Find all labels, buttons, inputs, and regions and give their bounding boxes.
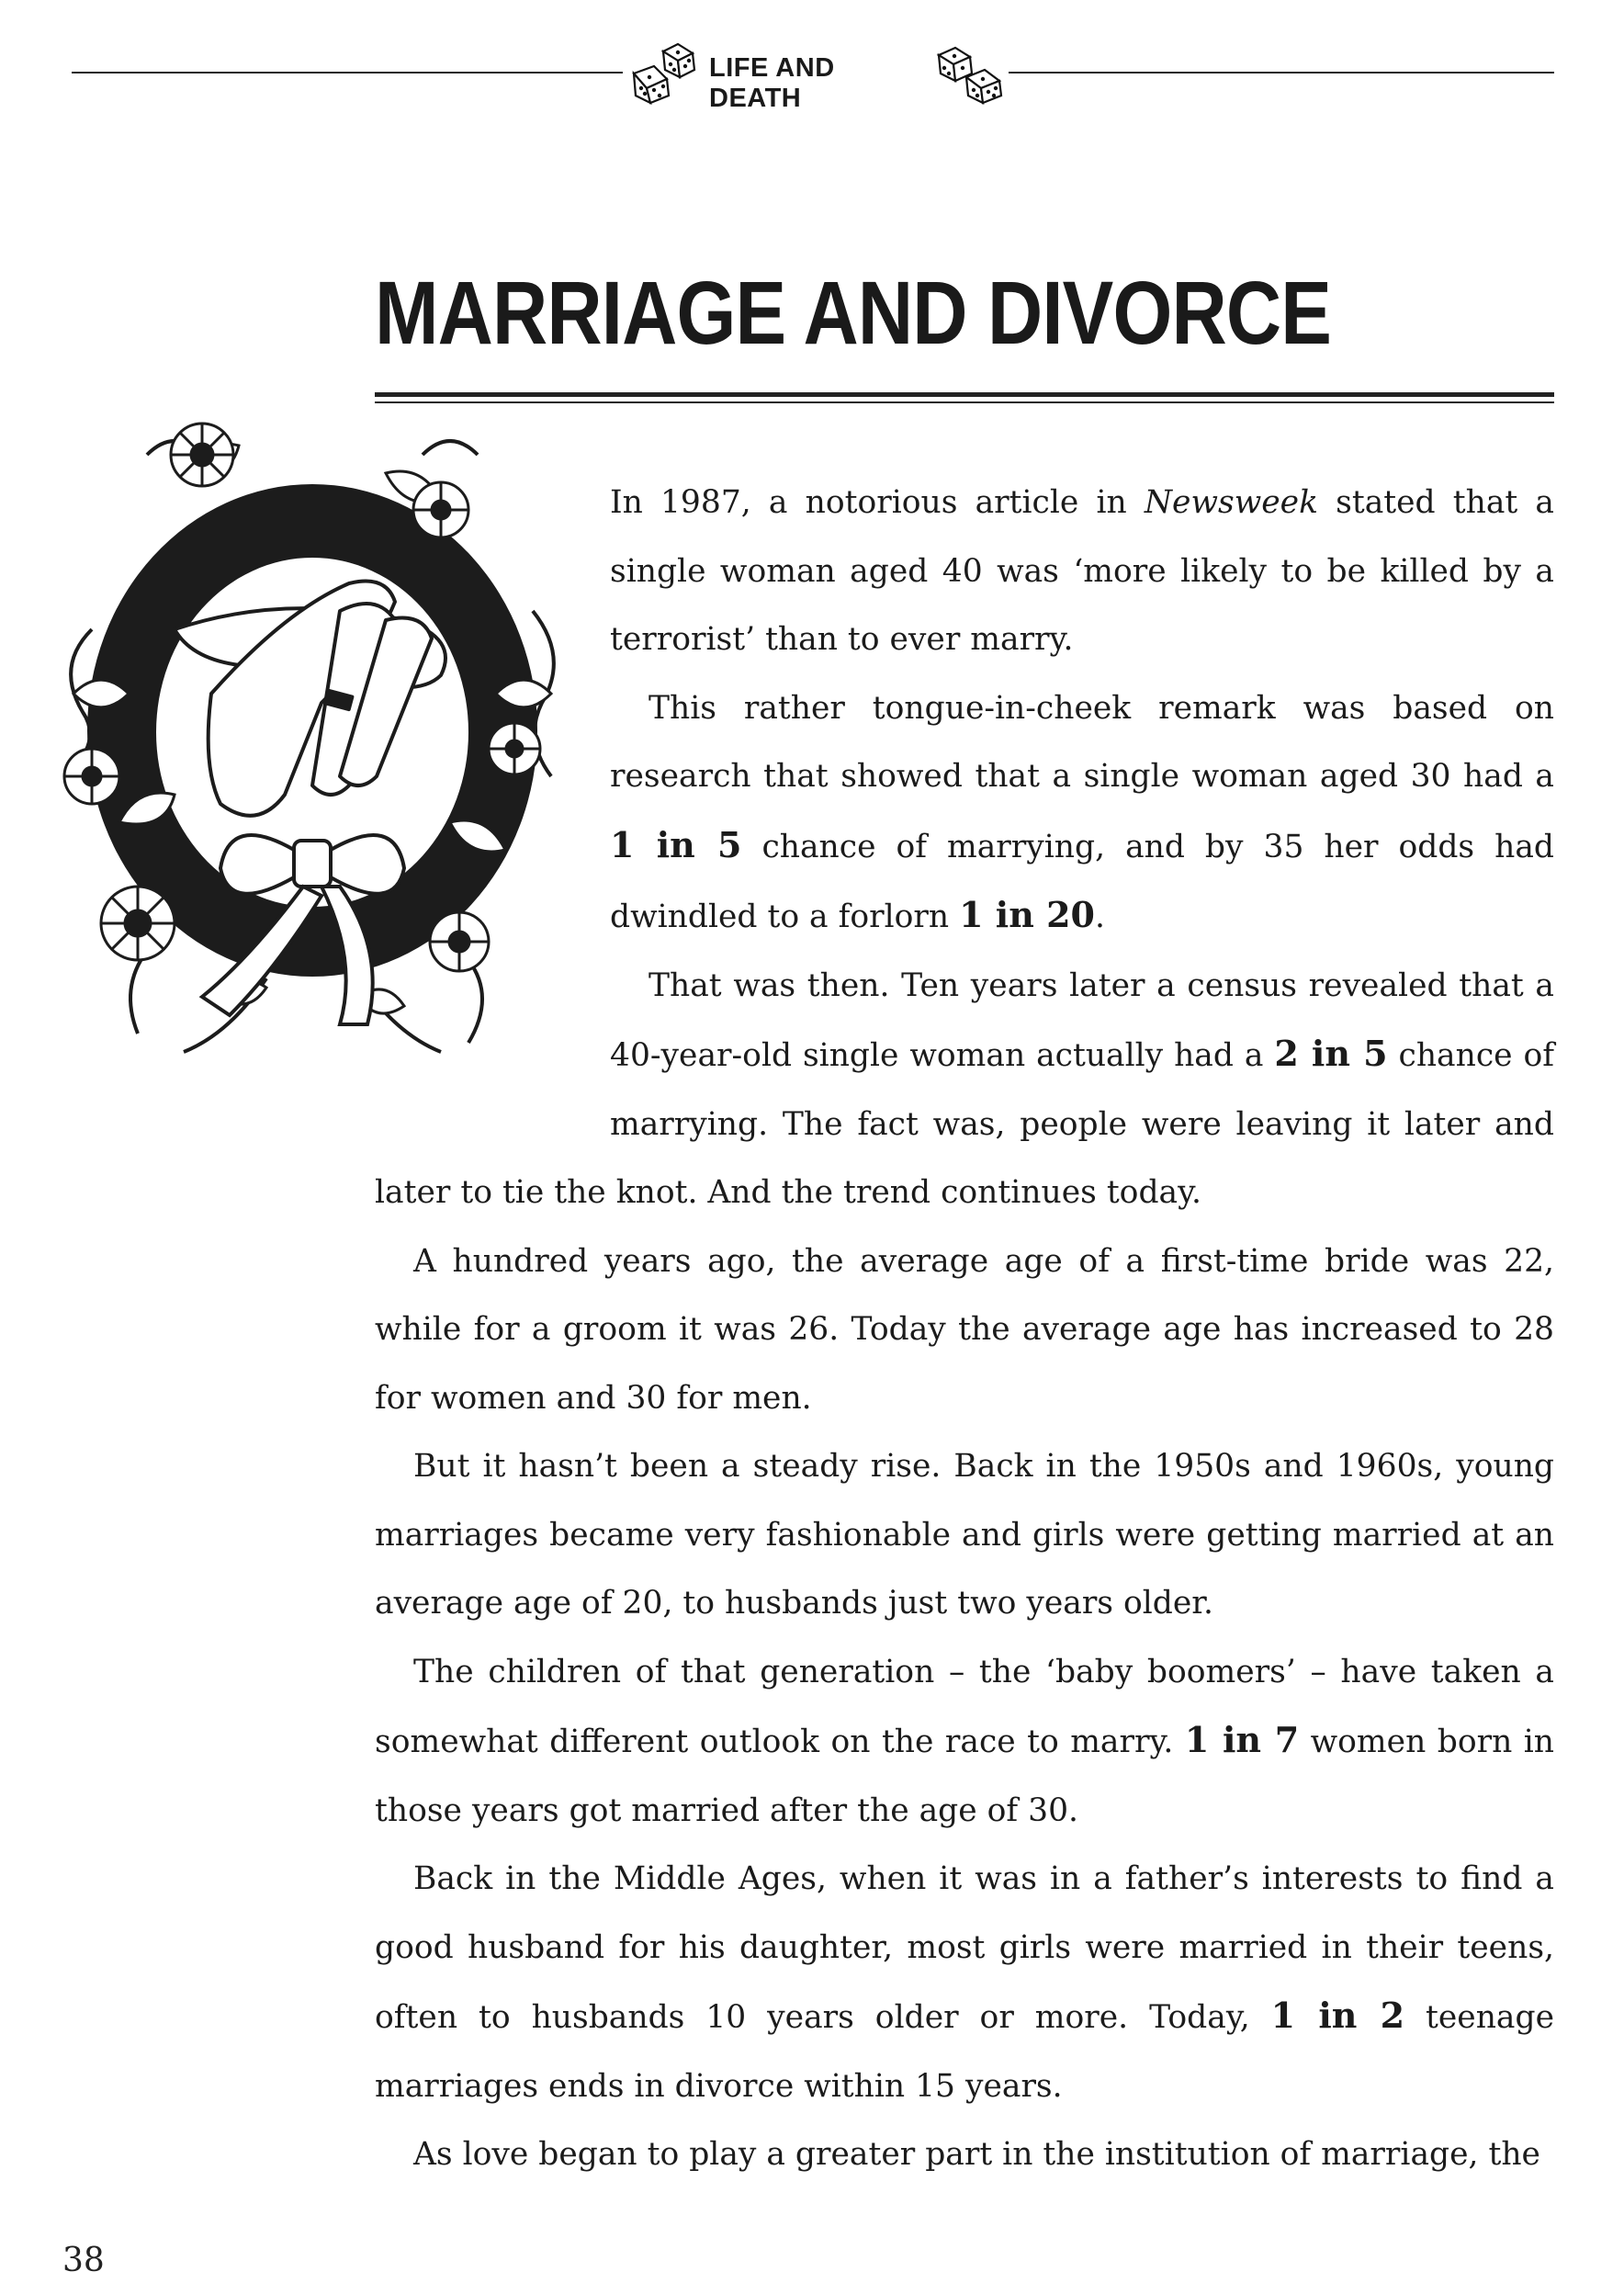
text-run: The children of that generation – the ‘baby boomers’ – have taken a somewhat different outlook on the race to marry. [375,1653,1554,1760]
running-header [0,37,1624,113]
text-run: In 1987, a notorious article in [610,484,1145,521]
text-run: stated that a single woman aged 40 was ‘more likely to be killed by a terrorist’ than to ever marry. [610,484,1554,658]
text-run: women born in those years got married after the age of 30. [375,1724,1555,1829]
text-run: Back in the Middle Ages, when it was in a father’s interests to find a good husband for his daughter, most girls were married in their teens, often to husbands 10 years older or more. Today, [375,1860,1554,2036]
text-run: chance of marrying, and by 35 her odds had dwindled to a forlorn [610,828,1554,935]
text-run: A hundred years ago, the average age of a first-time bride was 22, while for a groom it was 26. Today the average age has increased to 28 for women and 30 for men. [375,1242,1554,1417]
text-run: That was then. Ten years later a census revealed that a 40-year-old single woman actually had a [610,966,1554,1074]
chapter-title: MARRIAGE AND DIVORCE [375,263,1332,363]
paragraph [375,1638,1554,1846]
paragraph [375,1227,1554,1433]
text-run: . [1094,899,1105,935]
running-title: LIFE AND DEATH [709,53,835,113]
text-run: But it hasn’t been a steady rise. Back in the 1950s and 1960s, young marriages became very fashionable and girls were getting married at an average age of 20, to husbands just two years older. [375,1448,1554,1622]
statistic: 1 in 7 [1184,1719,1300,1760]
paragraph [375,1845,1554,2120]
text-run: This rather tongue-in-cheek remark was based on research that showed that a single woman aged 30 had a [610,689,1554,795]
illustration-wrap-area [375,469,610,1113]
text-run: teenage marriages ends in divorce within 15 years. [375,1999,1554,2105]
page-number: 38 [62,2242,105,2279]
statistic: 2 in 5 [1274,1033,1388,1074]
paragraph [375,1432,1554,1638]
statistic: 1 in 2 [1270,1995,1405,2036]
dice-icon [626,42,704,107]
text-run: As love began to play a greater part in the institution of marriage, the [413,2136,1540,2173]
dice-icon [930,42,1007,107]
statistic: 1 in 20 [959,894,1095,935]
statistic: 1 in 5 [610,823,742,865]
text-run: chance of marrying. The fact was, people were leaving it later and later to tie the knot. And the trend continues today. [375,1037,1555,1211]
header-rule-right [1009,72,1554,73]
publication-name: Newsweek [1144,484,1318,521]
header-rule-left [72,72,623,73]
body-text [375,469,1554,2189]
paragraph [375,2120,1554,2189]
